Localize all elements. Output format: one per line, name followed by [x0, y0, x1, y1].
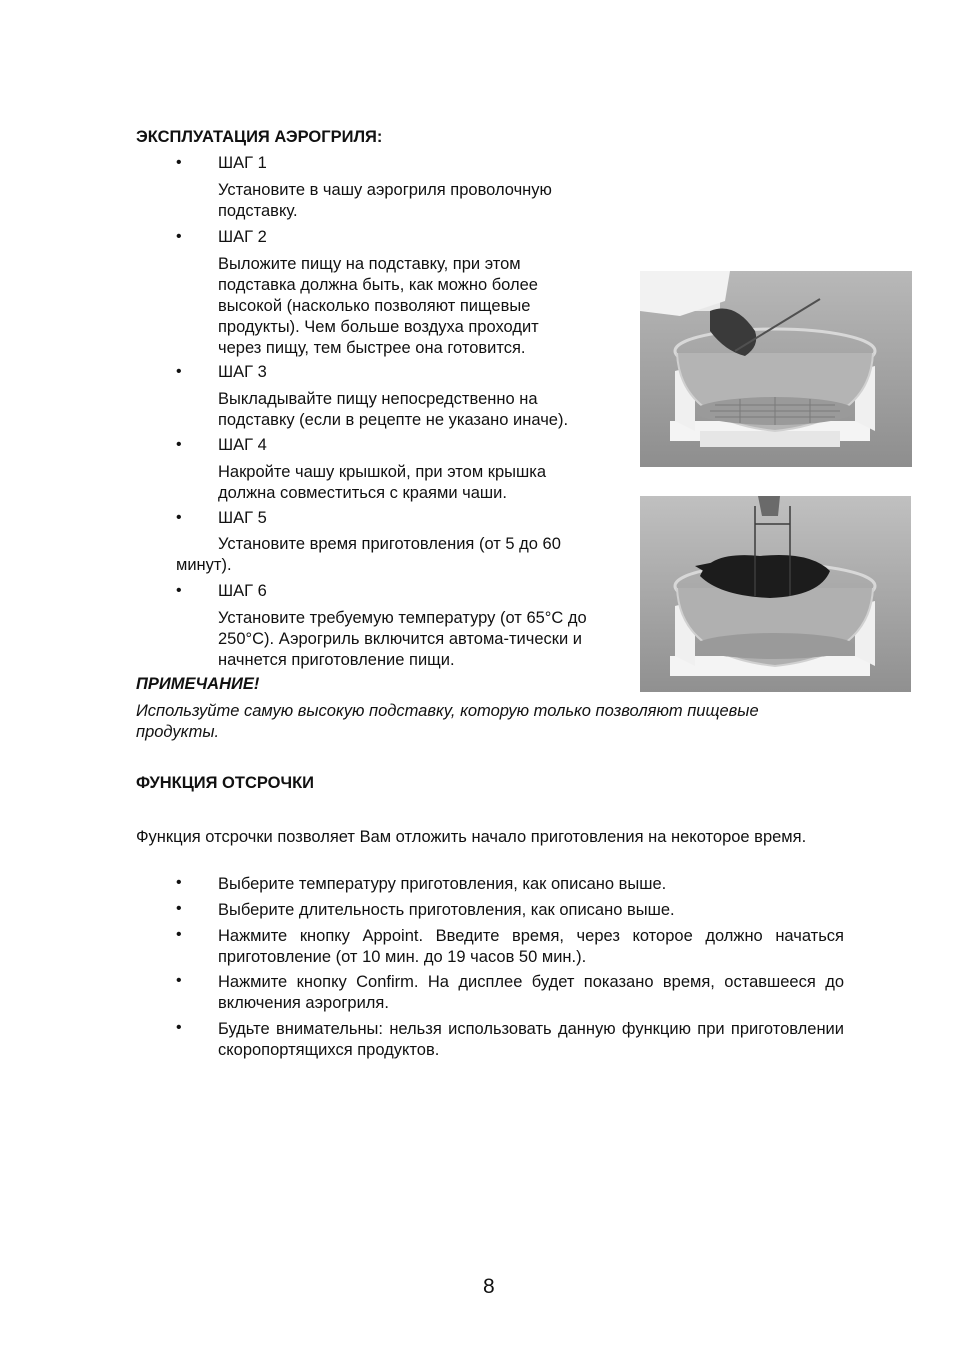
step-text-line: Установите время приготовления (от 5 до 60: [218, 535, 561, 553]
list-item: Выберите длительность приготовления, как описано выше.: [218, 901, 675, 919]
step-text: Выложите пищу на подставку, при этом подставка должна быть, как можно более высокой (насколько позволяют пищевые продукты). Чем больше воздуха проходит через пищу, тем быстрее она готовится.: [218, 255, 539, 357]
list-item: Выберите температуру приготовления, как описано выше.: [218, 875, 667, 893]
bullet: •: [176, 509, 182, 526]
page-number: 8: [483, 1275, 495, 1298]
photo-bird-illustration: [640, 496, 911, 692]
note-title: ПРИМЕЧАНИЕ!: [136, 675, 260, 693]
step-label: ШАГ 5: [218, 509, 267, 527]
bullet: •: [176, 436, 182, 453]
section-title-delay: ФУНКЦИЯ ОТСРОЧКИ: [136, 774, 315, 792]
bullet: •: [176, 582, 182, 599]
bullet: •: [176, 154, 182, 171]
list-item: Нажмите кнопку Appoint. Введите время, через которое должно начаться приготовление (от 10 мин. до 19 часов 50 мин.).: [218, 927, 844, 966]
bullet: •: [176, 874, 182, 891]
bullet: •: [176, 363, 182, 380]
step-label: ШАГ 3: [218, 363, 267, 381]
section-title-operation: ЭКСПЛУАТАЦИЯ АЭРОГРИЛЯ:: [136, 128, 383, 146]
note-text: Используйте самую высокую подставку, которую только позволяют пищевые продукты.: [136, 702, 759, 741]
bullet: •: [176, 926, 182, 943]
step-label: ШАГ 2: [218, 228, 267, 246]
bullet: •: [176, 972, 182, 989]
list-item: Будьте внимательны: нельзя использовать данную функцию при приготовлении скоропортящихся продуктов.: [218, 1020, 844, 1059]
step-text: Выкладывайте пищу непосредственно на подставку (если в рецепте не указано иначе).: [218, 390, 569, 429]
step-text: Установите в чашу аэрогриля проволочную подставку.: [218, 181, 552, 220]
step-label: ШАГ 1: [218, 154, 267, 172]
list-item: Нажмите кнопку Confirm. На дисплее будет показано время, оставшееся до включения аэрогриля.: [218, 973, 844, 1012]
step-text: Накройте чашу крышкой, при этом крышка должна совместиться с краями чаши.: [218, 463, 547, 502]
step-text-line: минут).: [176, 556, 232, 574]
step-label: ШАГ 6: [218, 582, 267, 600]
step-text: Установите требуемую температуру (от 65°С до 250°С). Аэрогриль включится автома-тически и начнется приготовление пищи.: [218, 609, 587, 669]
section-intro: Функция отсрочки позволяет Вам отложить начало приготовления на некоторое время.: [136, 828, 807, 846]
bullet: •: [176, 228, 182, 245]
photo-rack-illustration: [640, 271, 912, 467]
bullet: •: [176, 900, 182, 917]
photo-rack-in-bowl: [640, 271, 912, 467]
bullet: •: [176, 1019, 182, 1036]
photo-bird-in-bowl: [640, 496, 911, 692]
step-label: ШАГ 4: [218, 436, 267, 454]
